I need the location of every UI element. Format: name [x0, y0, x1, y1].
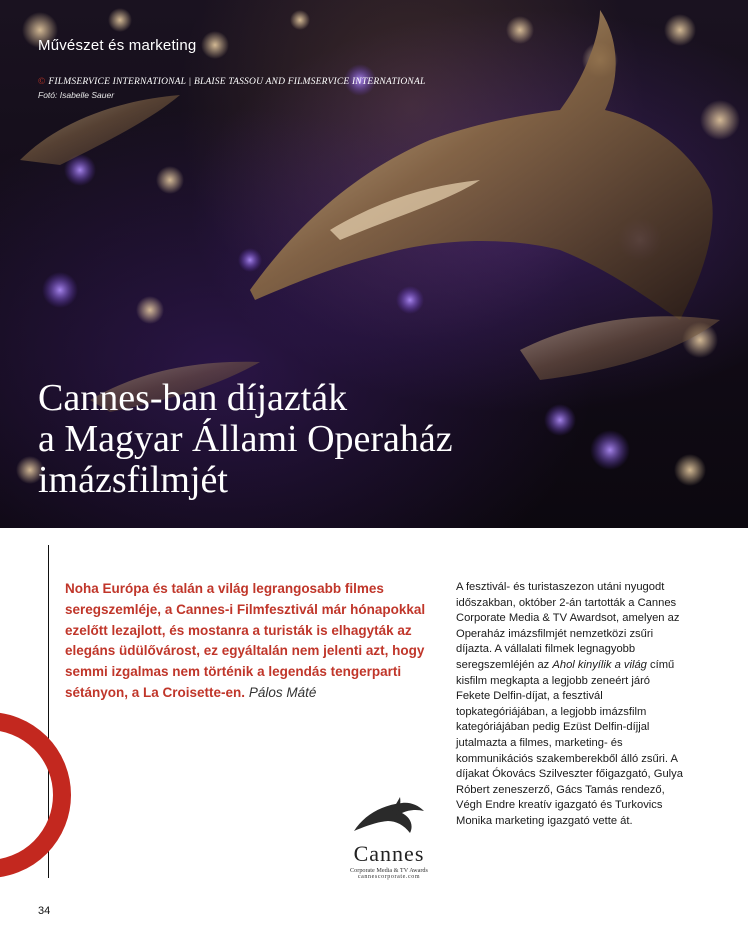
lead-paragraph: [65, 579, 440, 704]
film-title: Ahol kinyílik a világ: [552, 658, 647, 671]
section-label: Művészet és marketing: [38, 37, 197, 54]
dolphin-logo-icon: [344, 797, 434, 843]
photo-credit: Fotó: Isabelle Sauer: [38, 90, 115, 100]
logo-subtitle: Corporate Media & TV Awards: [350, 867, 428, 874]
logo-url: cannescorporate.com: [357, 874, 421, 880]
body-paragraph: [456, 580, 684, 830]
logo-wordmark: Cannes: [353, 841, 425, 866]
lead-text: Noha Európa és talán a világ legrangosabb filmes seregszemléje, a Cannes-i Filmfesztivál már hónapokkal ezelőtt lezajlott, és mostanra a turisták is elhagyták az elegáns üdülővárost, ez egyáltalán nem jelenti azt, hogy semmi izgalmas nem történik a legendás tengerparti sétányon, a La Croisette-en.: [65, 581, 426, 700]
copyright-icon: ©: [38, 77, 46, 87]
body-column: [456, 580, 684, 830]
headline-line-2: a Magyar Állami Operaház: [38, 418, 453, 460]
body-text-1: A fesztivál- és turistaszezon utáni nyugodt időszakban, október 2-án tartották a Cannes Corporate Media & TV Awardsot, amelyen az Operaház imázsfilmjét nemzetközi zsűri díjazta. A vállalati filmek legnagyobb seregszemléjén az: [456, 581, 680, 671]
page-number: 34: [38, 905, 51, 917]
body-text-2: című kisfilm megkapta a legjobb zeneért járó Fekete Delfin-díjat, a fesztivál topkategóriájában, a legjobb imázsfilm kategóriájában pedig Ezüst Delfin-díjjal jutalmazta a filmes, marketing- és kommunikációs szakemberekből álló zsűri. A díjakat Ókovács Szilveszter főigazgató, Gulya Róbert zeneszerző, Gács Tamás rendező, Végh Endre kreatív igazgató és Turkovics Monika marketing igazgató vette át.: [456, 658, 683, 827]
red-circle-ornament: [0, 712, 71, 878]
photo-copyright: [38, 77, 425, 87]
copyright-text: FILMSERVICE INTERNATIONAL | BLAISE TASSOU AND FILMSERVICE INTERNATIONAL: [48, 77, 426, 87]
author-name: Pálos Máté: [248, 684, 317, 700]
cannes-awards-logo: [344, 797, 434, 881]
headline-line-3: imázsfilmjét: [38, 459, 228, 501]
article-headline: [38, 378, 598, 501]
headline-line-1: Cannes-ban díjazták: [38, 377, 348, 419]
